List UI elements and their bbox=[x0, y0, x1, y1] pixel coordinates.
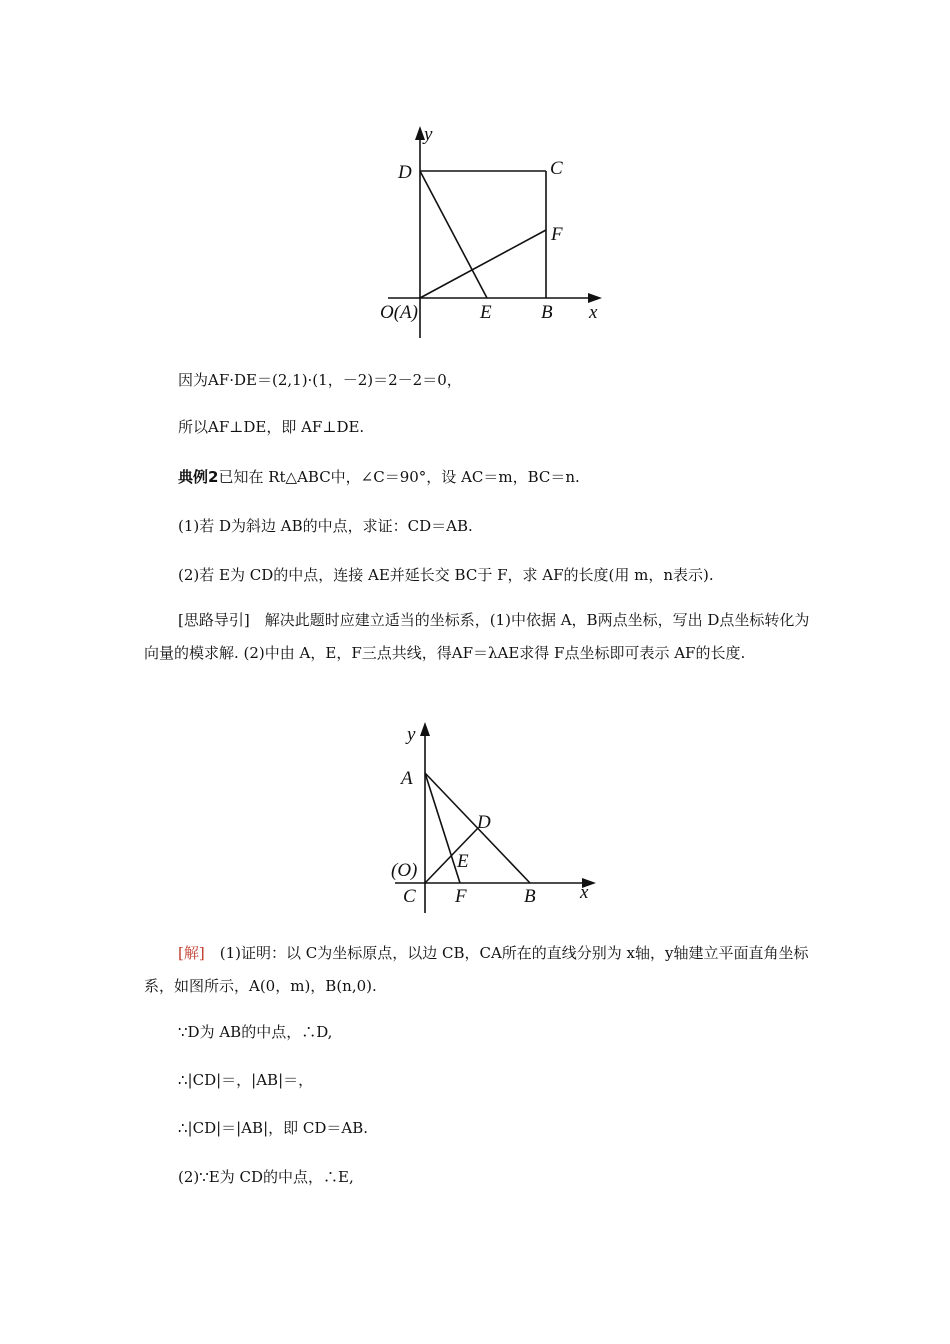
label-y: y bbox=[424, 124, 433, 145]
segment-AF bbox=[420, 230, 546, 298]
segment-DE bbox=[420, 171, 487, 298]
example-badge: 典例2 bbox=[178, 468, 219, 486]
solution-tag: [解] bbox=[178, 944, 205, 962]
text-line-dot-product: 因为AF·DE＝(2,1)·(1，－2)＝2－2＝0， bbox=[178, 371, 462, 389]
label-O: O(A) bbox=[380, 302, 418, 323]
thinking-guide: [思路导引] 解决此题时应建立适当的坐标系，(1)中依据 A，B两点坐标，写出 D点坐标转化为向量的模求解. (2)中由 A，E，F三点共线，得AF＝λAE求得 F点坐标即可表示 AF的长度. bbox=[144, 611, 810, 662]
label-D: D bbox=[398, 162, 412, 183]
label-A: A bbox=[401, 768, 413, 789]
y-axis-arrow bbox=[420, 722, 430, 736]
text-line-perpendicular: 所以AF⊥DE，即 AF⊥DE. bbox=[178, 418, 365, 436]
segment-AF bbox=[425, 773, 460, 883]
label-B: B bbox=[524, 886, 536, 907]
label-x: x bbox=[589, 302, 598, 323]
solution-part-1-text: (1)证明：以 C为坐标原点，以边 CB，CA所在的直线分别为 x轴，y轴建立平面直角坐标系，如图所示，A(0，m)，B(n,0). bbox=[144, 944, 809, 995]
part-2-line: (2)∵E为 CD的中点，∴E, bbox=[178, 1168, 354, 1186]
label-E: E bbox=[480, 302, 492, 323]
lengths-line: ∴|CD|＝，|AB|＝， bbox=[178, 1071, 314, 1089]
equality-line: ∴|CD|＝|AB|，即 CD＝AB. bbox=[178, 1119, 369, 1137]
label-F: F bbox=[551, 224, 563, 245]
label-y: y bbox=[407, 724, 416, 745]
label-C: C bbox=[550, 158, 563, 179]
label-C: C bbox=[403, 886, 416, 907]
midpoint-D-line: ∵D为 AB的中点，∴D, bbox=[178, 1023, 333, 1041]
label-B: B bbox=[541, 302, 553, 323]
figure-square-coordinates bbox=[370, 120, 620, 345]
solution-part-1 bbox=[144, 937, 810, 1003]
label-D: D bbox=[477, 812, 491, 833]
label-F: F bbox=[455, 886, 467, 907]
question-1: (1)若 D为斜边 AB的中点，求证：CD＝AB. bbox=[178, 517, 473, 535]
example-2-statement bbox=[178, 466, 580, 488]
example-2-text: 已知在 Rt△ABC中，∠C＝90°，设 AC＝m，BC＝n. bbox=[218, 468, 580, 486]
label-x: x bbox=[580, 882, 589, 903]
figure-right-triangle bbox=[385, 718, 605, 918]
label-E: E bbox=[457, 851, 469, 872]
label-O: (O) bbox=[391, 860, 418, 881]
question-2: (2)若 E为 CD的中点，连接 AE并延长交 BC于 F，求 AF的长度(用 m，n表示). bbox=[178, 566, 714, 584]
